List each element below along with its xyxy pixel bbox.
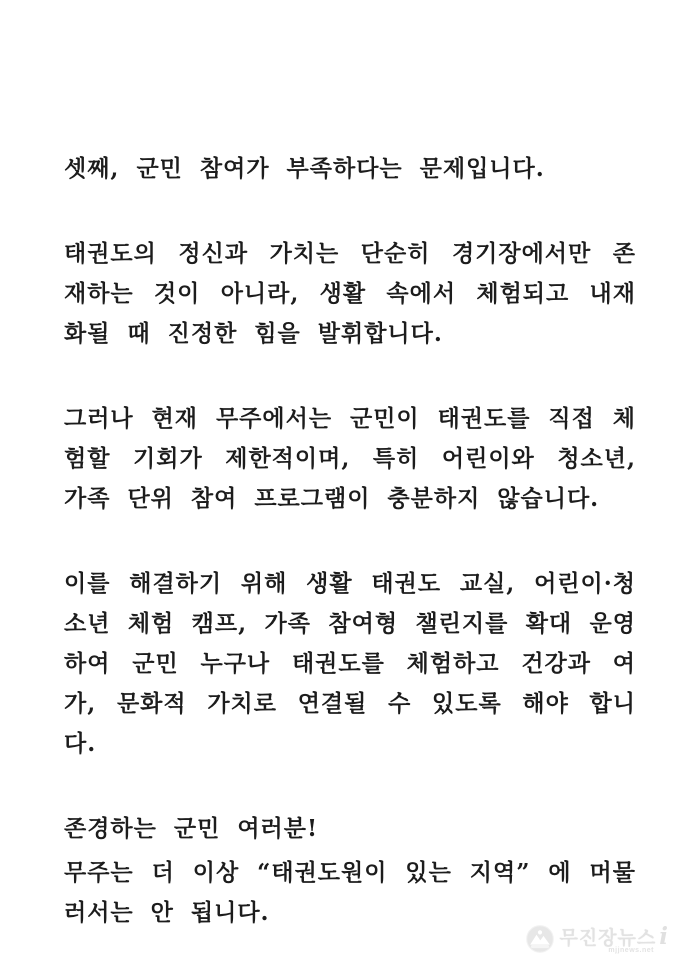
paragraph-limited-opportunity: 그러나 현재 무주에서는 군민이 태권도를 직접 체험할 기회가 제한적이며, 특히 어린이와 청소년, 가족 단위 참여 프로그램이 충분하지 않습니다. — [64, 405, 636, 512]
paragraph-solution: 이를 해결하기 위해 생활 태권도 교실, 어린이·청소년 체험 캠프, 가족 참여형 챌린지를 확대 운영하여 군민 누구나 태권도를 체험하고 건강과 여가, 문화적 가치로 연결될 수 있도록 해야 합니다. — [64, 570, 636, 757]
paragraph-spirit-and-value: 태권도의 정신과 가치는 단순히 경기장에서만 존재하는 것이 아니라, 생활 속에서 체험되고 내재화될 때 진정한 힘을 발휘합니다. — [64, 240, 636, 347]
watermark-site-name: 무진장뉴스 — [559, 928, 657, 949]
paragraph-greeting: 존경하는 군민 여러분! — [64, 815, 319, 842]
watermark-url: mjjnews.net — [608, 947, 654, 954]
watermark-i-mark: i — [659, 923, 668, 950]
watermark-text-group — [559, 923, 668, 954]
news-watermark — [526, 923, 668, 954]
paragraph-thesis: 셋째, 군민 참여가 부족하다는 문제입니다. — [64, 155, 545, 182]
mountain-sun-logo-icon — [526, 925, 554, 953]
document-body — [64, 149, 636, 933]
paragraph-closing: 무주는 더 이상 “태권도원이 있는 지역” 에 머물러서는 안 됩니다. — [64, 859, 636, 926]
